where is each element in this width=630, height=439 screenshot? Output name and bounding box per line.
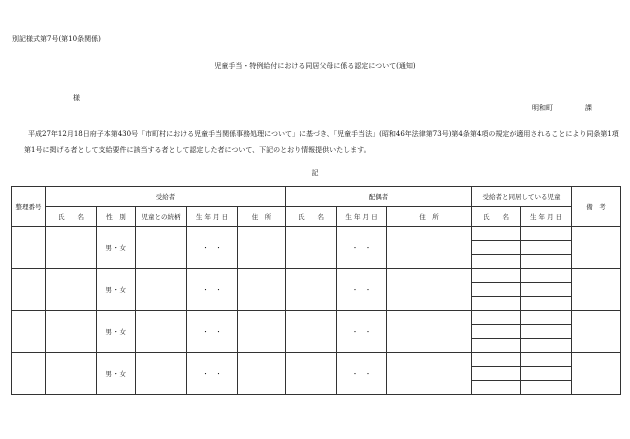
cell-child-birth[interactable] bbox=[521, 339, 572, 353]
table-row bbox=[12, 353, 621, 367]
header-recipient-sex: 性 別 bbox=[97, 207, 136, 227]
cell-seiri-bango[interactable] bbox=[12, 227, 46, 269]
cell-child-birth[interactable] bbox=[521, 311, 572, 325]
cell-spouse-birth[interactable]: ・ ・ bbox=[337, 311, 387, 353]
cell-remarks[interactable] bbox=[572, 353, 621, 395]
ki-heading: 記 bbox=[311, 169, 319, 177]
addressee-honorific: 様 bbox=[73, 94, 80, 102]
header-recipient-group: 受給者 bbox=[46, 187, 286, 207]
cell-child-name[interactable] bbox=[472, 353, 521, 367]
header-remarks: 備 考 bbox=[572, 187, 621, 227]
cell-spouse-name[interactable] bbox=[286, 269, 337, 311]
header-row-columns bbox=[12, 207, 621, 227]
cell-seiri-bango[interactable] bbox=[12, 311, 46, 353]
cell-spouse-birth[interactable]: ・ ・ bbox=[337, 269, 387, 311]
recognition-table bbox=[11, 186, 621, 395]
cell-recipient-sex[interactable]: 男・女 bbox=[97, 227, 136, 269]
cell-recipient-birth[interactable]: ・ ・ bbox=[187, 227, 238, 269]
cell-recipient-relation[interactable] bbox=[136, 227, 187, 269]
cell-recipient-name[interactable] bbox=[46, 353, 97, 395]
cell-recipient-birth[interactable]: ・ ・ bbox=[187, 353, 238, 395]
header-spouse-group: 配偶者 bbox=[286, 187, 472, 207]
header-recipient-birth: 生 年 月 日 bbox=[187, 207, 238, 227]
table-row bbox=[12, 227, 621, 241]
cell-child-name[interactable] bbox=[472, 339, 521, 353]
cell-seiri-bango[interactable] bbox=[12, 269, 46, 311]
body-paragraph: 平成27年12月18日府子本第430号「市町村における児童手当関係事務処理について」に基づき、「児童手当法」(昭和46年法律第73号)第4条第4項の規定が適用されることにより同条第1項第1号に掲げる者として支給要件に該当する者として認定した者について、下記のとおり情報提供いたします。 bbox=[24, 130, 619, 154]
header-recipient-name: 氏 名 bbox=[46, 207, 97, 227]
cell-recipient-address[interactable] bbox=[238, 353, 286, 395]
header-spouse-birth: 生 年 月 日 bbox=[337, 207, 387, 227]
cell-remarks[interactable] bbox=[572, 311, 621, 353]
cell-child-name[interactable] bbox=[472, 311, 521, 325]
cell-child-name[interactable] bbox=[472, 283, 521, 297]
cell-child-name[interactable] bbox=[472, 325, 521, 339]
cell-recipient-name[interactable] bbox=[46, 269, 97, 311]
cell-child-birth[interactable] bbox=[521, 227, 572, 241]
cell-remarks[interactable] bbox=[572, 269, 621, 311]
cell-child-name[interactable] bbox=[472, 255, 521, 269]
header-seiri-bango: 整理番号 bbox=[12, 187, 46, 227]
header-child-birth: 生 年 月 日 bbox=[521, 207, 572, 227]
cell-child-birth[interactable] bbox=[521, 325, 572, 339]
header-recipient-address: 住 所 bbox=[238, 207, 286, 227]
cell-child-birth[interactable] bbox=[521, 381, 572, 395]
table-row bbox=[12, 311, 621, 325]
cell-child-birth[interactable] bbox=[521, 297, 572, 311]
form-number-label: 別記様式第7号(第10条関係) bbox=[12, 35, 101, 43]
cell-child-name[interactable] bbox=[472, 269, 521, 283]
cell-remarks[interactable] bbox=[572, 227, 621, 269]
cell-child-birth[interactable] bbox=[521, 241, 572, 255]
cell-recipient-name[interactable] bbox=[46, 227, 97, 269]
cell-spouse-address[interactable] bbox=[387, 353, 472, 395]
cell-child-birth[interactable] bbox=[521, 283, 572, 297]
header-recipient-relation: 児童との続柄 bbox=[136, 207, 187, 227]
header-children-group: 受給者と同居している児童 bbox=[472, 187, 572, 207]
cell-recipient-sex[interactable]: 男・女 bbox=[97, 269, 136, 311]
cell-spouse-name[interactable] bbox=[286, 227, 337, 269]
cell-spouse-birth[interactable]: ・ ・ bbox=[337, 227, 387, 269]
cell-child-birth[interactable] bbox=[521, 353, 572, 367]
table-row bbox=[12, 269, 621, 283]
document-title: 児童手当・特例給付における同居父母に係る認定について(通知) bbox=[214, 62, 416, 70]
cell-seiri-bango[interactable] bbox=[12, 353, 46, 395]
cell-recipient-relation[interactable] bbox=[136, 311, 187, 353]
cell-spouse-name[interactable] bbox=[286, 311, 337, 353]
cell-spouse-address[interactable] bbox=[387, 311, 472, 353]
cell-recipient-address[interactable] bbox=[238, 227, 286, 269]
sender-town: 明和町 bbox=[532, 104, 553, 112]
cell-recipient-address[interactable] bbox=[238, 269, 286, 311]
cell-recipient-address[interactable] bbox=[238, 311, 286, 353]
sender-section: 課 bbox=[585, 104, 592, 112]
header-child-name: 氏 名 bbox=[472, 207, 521, 227]
cell-recipient-sex[interactable]: 男・女 bbox=[97, 311, 136, 353]
header-spouse-name: 氏 名 bbox=[286, 207, 337, 227]
header-spouse-address: 住 所 bbox=[387, 207, 472, 227]
cell-child-name[interactable] bbox=[472, 227, 521, 241]
cell-spouse-address[interactable] bbox=[387, 269, 472, 311]
cell-child-birth[interactable] bbox=[521, 269, 572, 283]
cell-recipient-sex[interactable]: 男・女 bbox=[97, 353, 136, 395]
cell-recipient-relation[interactable] bbox=[136, 269, 187, 311]
cell-recipient-relation[interactable] bbox=[136, 353, 187, 395]
cell-child-name[interactable] bbox=[472, 297, 521, 311]
cell-child-name[interactable] bbox=[472, 367, 521, 381]
cell-spouse-address[interactable] bbox=[387, 227, 472, 269]
cell-child-name[interactable] bbox=[472, 241, 521, 255]
cell-child-birth[interactable] bbox=[521, 367, 572, 381]
cell-child-name[interactable] bbox=[472, 381, 521, 395]
header-row-groups bbox=[12, 187, 621, 207]
cell-spouse-name[interactable] bbox=[286, 353, 337, 395]
cell-recipient-birth[interactable]: ・ ・ bbox=[187, 269, 238, 311]
cell-recipient-birth[interactable]: ・ ・ bbox=[187, 311, 238, 353]
cell-spouse-birth[interactable]: ・ ・ bbox=[337, 353, 387, 395]
cell-child-birth[interactable] bbox=[521, 255, 572, 269]
cell-recipient-name[interactable] bbox=[46, 311, 97, 353]
